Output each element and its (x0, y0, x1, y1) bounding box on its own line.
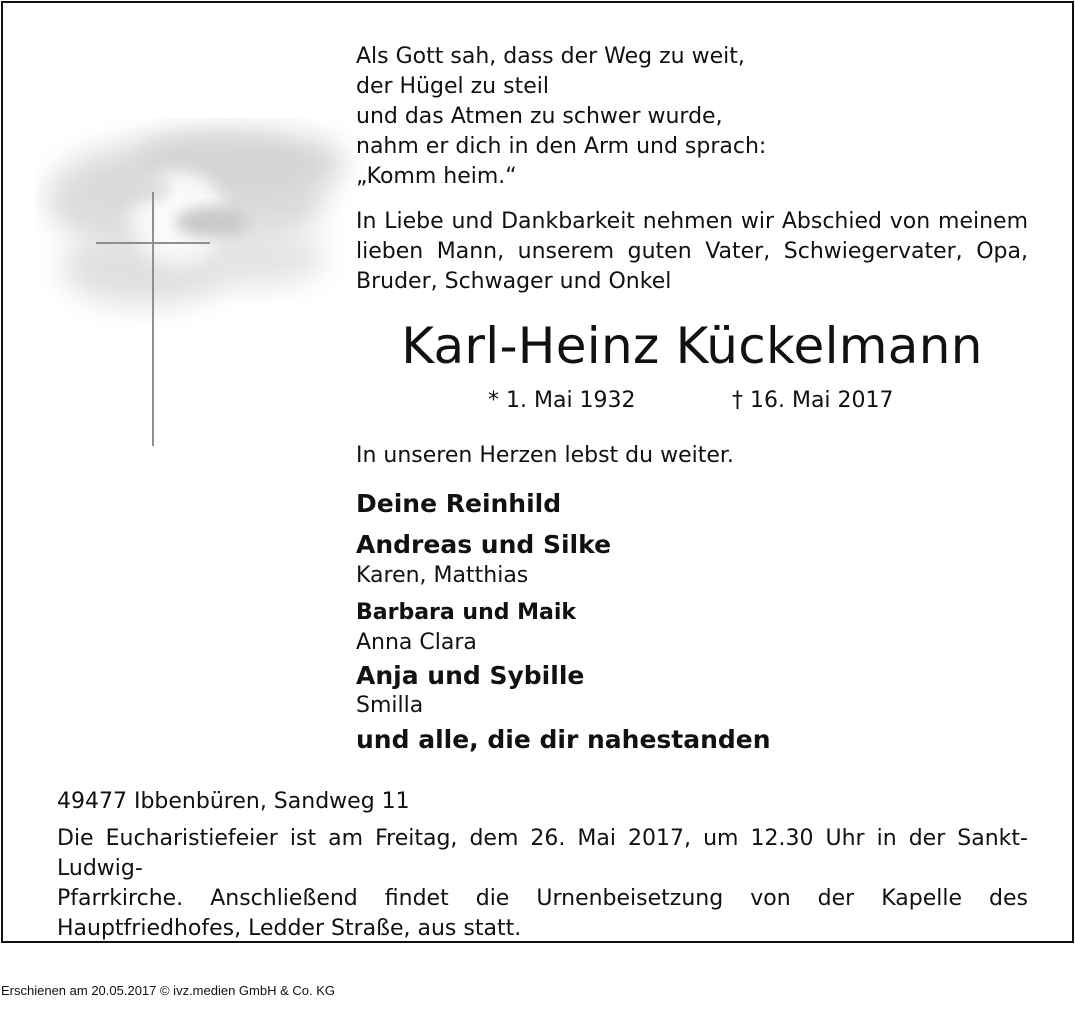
intro-line: Bruder, Schwager und Onkel (356, 269, 672, 294)
intro-line: lieben Mann, unserem guten Vater, Schwiegervater, Opa, (356, 239, 1028, 264)
family-children: Anna Clara (356, 630, 477, 655)
birth-date: * 1. Mai 1932 (488, 388, 636, 413)
poem-line: nahm er dich in den Arm und sprach: (356, 134, 767, 159)
death-date: † 16. Mai 2017 (732, 388, 894, 413)
family-couple: Andreas und Silke (356, 530, 612, 559)
poem-line: „Komm heim.“ (356, 164, 517, 189)
intro-paragraph (356, 207, 1028, 297)
motto: In unseren Herzen lebst du weiter. (356, 443, 734, 468)
poem (356, 42, 1028, 192)
service-line: Hauptfriedhofes, Ledder Straße, aus statt. (57, 916, 522, 941)
family-children: Smilla (356, 693, 424, 718)
family-spouse: Deine Reinhild (356, 489, 562, 518)
address: 49477 Ibbenbüren, Sandweg 11 (57, 789, 410, 814)
family-couple: Barbara und Maik (356, 600, 577, 625)
family-others: und alle, die dir nahestanden (356, 725, 771, 754)
service-line: Pfarrkirche. Anschließend findet die Urnenbeisetzung von der Kapelle des (57, 886, 1028, 911)
intro-line: In Liebe und Dankbarkeit nehmen wir Abschied von meinem (356, 209, 1028, 234)
deceased-name: Karl-Heinz Kückelmann (401, 317, 983, 375)
cross-moon-cloud-icon (36, 118, 366, 458)
publication-footer: Erschienen am 20.05.2017 © ivz.medien GmbH & Co. KG (1, 983, 336, 998)
service-line: Die Eucharistiefeier ist am Freitag, dem 26. Mai 2017, um 12.30 Uhr in der Sankt-Ludwig- (57, 826, 1028, 881)
family-couple: Anja und Sybille (356, 661, 585, 690)
poem-line: Als Gott sah, dass der Weg zu weit, (356, 44, 745, 69)
poem-line: der Hügel zu steil (356, 74, 549, 99)
service-notice (57, 824, 1028, 944)
poem-line: und das Atmen zu schwer wurde, (356, 104, 723, 129)
family-children: Karen, Matthias (356, 563, 529, 588)
